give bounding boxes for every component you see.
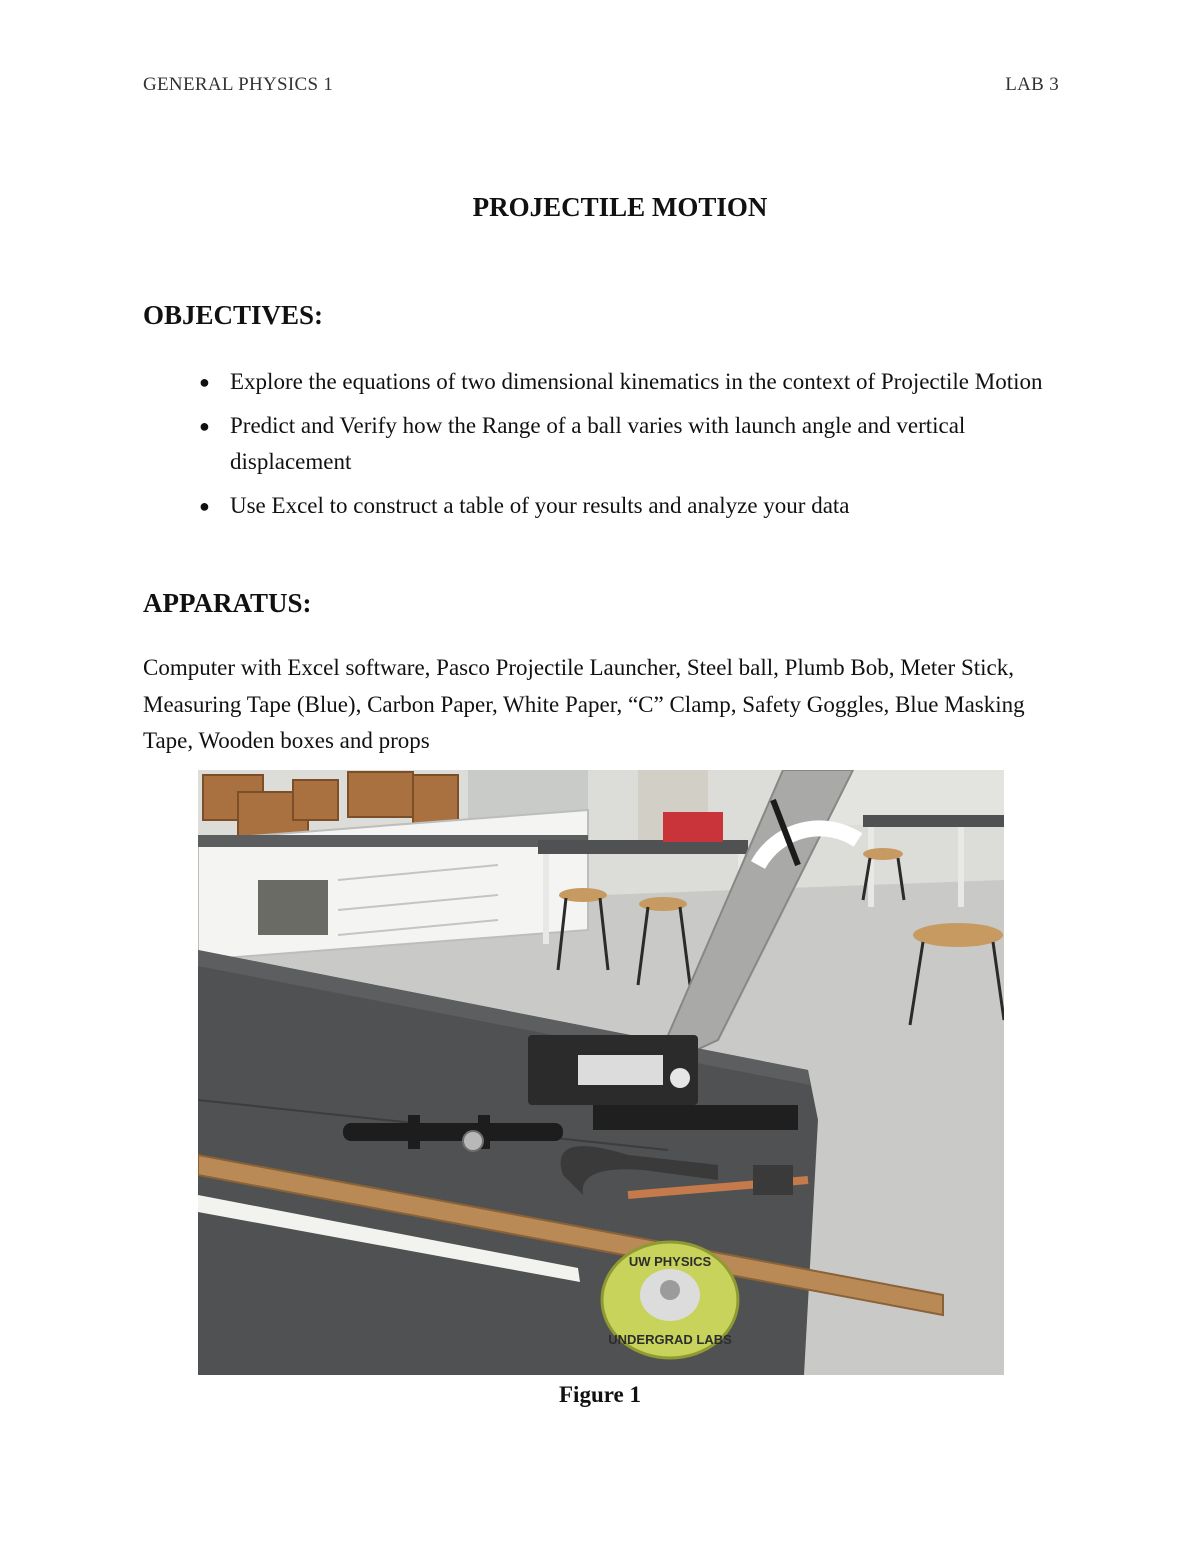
objective-text: Explore the equations of two dimensional kinematics in the context of Projectile Motion — [230, 369, 1043, 394]
figure-photo — [198, 770, 1004, 1375]
tape-label-top: UW PHYSICS — [628, 1254, 712, 1269]
page-title: PROJECTILE MOTION — [472, 192, 768, 222]
figure-caption — [0, 1382, 1200, 1408]
bullet-icon: ● — [199, 416, 210, 436]
figure-caption-text: Figure 1 — [559, 1382, 641, 1407]
objectives-heading: OBJECTIVES: — [143, 300, 324, 330]
bullet-icon: ● — [199, 496, 210, 516]
objective-text: Use Excel to construct a table of your results and analyze your data — [230, 493, 850, 518]
list-item — [143, 408, 1043, 480]
header-course: GENERAL PHYSICS 1 — [143, 74, 334, 95]
objective-text: Predict and Verify how the Range of a ball varies with launch angle and vertical displacement — [230, 413, 966, 474]
tape-label-bottom: UNDERGRAD LABS — [608, 1332, 732, 1347]
header-lab-number: LAB 3 — [1005, 74, 1059, 95]
lab-apparatus-illustration — [198, 770, 1004, 1375]
objectives-list — [143, 364, 1043, 532]
list-item — [143, 364, 1043, 400]
apparatus-text: Computer with Excel software, Pasco Projectile Launcher, Steel ball, Plumb Bob, Meter Stick, Measuring Tape (Blue), Carbon Paper, White Paper, “C” Clamp, Safety Goggles, Blue Masking Tape, Wooden boxes and props — [143, 655, 1025, 753]
apparatus-heading: APPARATUS: — [143, 588, 312, 618]
list-item — [143, 488, 1043, 524]
bullet-icon: ● — [199, 372, 210, 392]
